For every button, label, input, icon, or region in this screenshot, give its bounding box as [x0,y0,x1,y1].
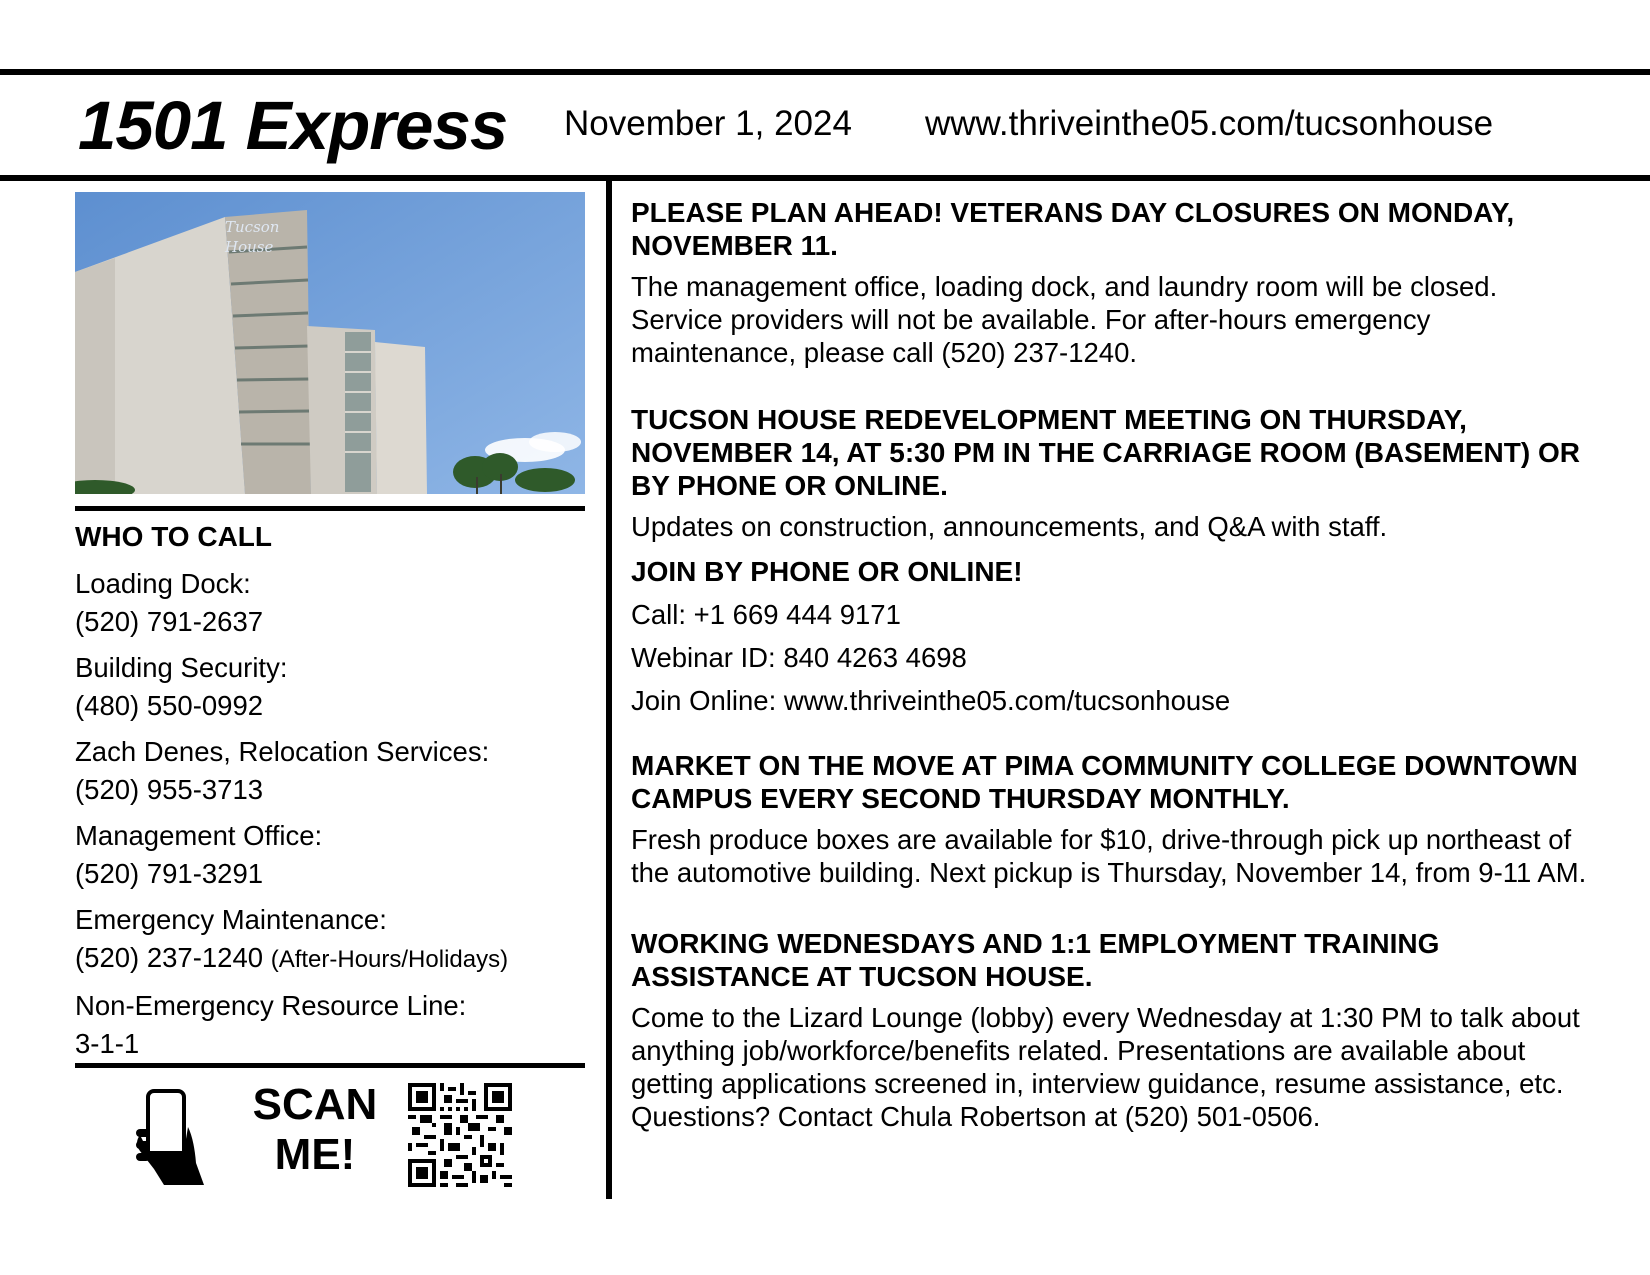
phone-in-hand-icon [132,1085,212,1185]
who-to-call-top-rule [75,506,585,511]
contact-phone[interactable]: (520) 791-3291 [75,858,264,889]
announcement-body: Fresh produce boxes are available for $10, drive-through pick up northeast of the automotive building. Next pickup is Thursday, November 14, from 9-11 AM. [631,824,1587,888]
announcement-working-wednesdays [631,927,1591,1133]
announcement-body: Updates on construction, announcements, and Q&A with staff. [631,511,1388,542]
contact-label: Zach Denes, Relocation Services: [75,736,490,767]
join-online-link[interactable]: Join Online: www.thriveinthe05.com/tucsonhouse [631,685,1231,716]
contact-note: (After-Hours/Holidays) [270,946,509,973]
contact-relocation-services [75,733,595,809]
contact-label: Emergency Maintenance: [75,904,387,935]
scan-me-text [245,1080,385,1180]
contact-phone[interactable]: (520) 791-2637 [75,606,264,637]
website-url[interactable]: www.thriveinthe05.com/tucsonhouse [925,104,1494,143]
announcement-veterans-day [631,196,1591,369]
tucson-house-photo [75,192,585,494]
qr-code-icon[interactable] [408,1083,512,1187]
contact-loading-dock [75,565,595,641]
contact-phone[interactable]: 3-1-1 [75,1028,140,1059]
issue-date: November 1, 2024 [564,104,852,143]
contact-phone[interactable]: (520) 955-3713 [75,774,264,805]
sign-line-2: House [225,238,274,256]
scan-line-1: SCAN [252,1080,378,1129]
contact-phone-row [75,939,595,979]
join-phone[interactable]: Call: +1 669 444 9171 [631,599,901,630]
who-to-call-section [75,520,595,1071]
header-top-rule [0,69,1650,75]
announcements [631,196,1591,1133]
announcement-body: Come to the Lizard Lounge (lobby) every Wednesday at 1:30 PM to talk about anything job/workforce/benefits related. Presentations are available about getting applications screened in, interview guidance, resume assistance, etc. Questions? Contact Chula Robertson at (520) 501-0506. [631,1002,1580,1132]
column-divider [606,181,612,1199]
contact-phone[interactable]: (520) 237-1240 [75,942,264,973]
scan-line-2: ME! [274,1130,356,1179]
announcement-redevelopment-meeting [631,403,1591,717]
contact-management-office [75,817,595,893]
who-to-call-title: WHO TO CALL [75,521,273,552]
newsletter-title: 1501 Express [78,87,508,164]
join-webinar-id: Webinar ID: 840 4263 4698 [631,642,967,673]
sign-line-1: Tucson [225,218,280,236]
announcement-heading: TUCSON HOUSE REDEVELOPMENT MEETING ON THURSDAY, NOVEMBER 14, AT 5:30 PM IN THE CARRIAGE ROOM (BASEMENT) OR BY PHONE OR ONLINE. [631,404,1580,501]
announcement-body: The management office, loading dock, and laundry room will be closed. Service providers will not be available. For after-hours emergency maintenance, please call (520) 237-1240. [631,271,1498,368]
contact-label: Management Office: [75,820,323,851]
announcement-heading: MARKET ON THE MOVE AT PIMA COMMUNITY COLLEGE DOWNTOWN CAMPUS EVERY SECOND THURSDAY MONTHLY. [631,750,1578,814]
header-bottom-rule [0,175,1650,181]
contact-label: Non-Emergency Resource Line: [75,990,467,1021]
contact-building-security [75,649,595,725]
join-heading: JOIN BY PHONE OR ONLINE! [631,556,1023,587]
contact-resource-line [75,987,595,1063]
contact-phone[interactable]: (480) 550-0992 [75,690,264,721]
announcement-heading: WORKING WEDNESDAYS AND 1:1 EMPLOYMENT TRAINING ASSISTANCE AT TUCSON HOUSE. [631,928,1440,992]
contact-label: Building Security: [75,652,288,683]
announcement-heading: PLEASE PLAN AHEAD! VETERANS DAY CLOSURES ON MONDAY, NOVEMBER 11. [631,197,1515,261]
contact-emergency-maintenance [75,901,595,979]
announcement-market-on-the-move [631,749,1591,889]
contact-label: Loading Dock: [75,568,251,599]
